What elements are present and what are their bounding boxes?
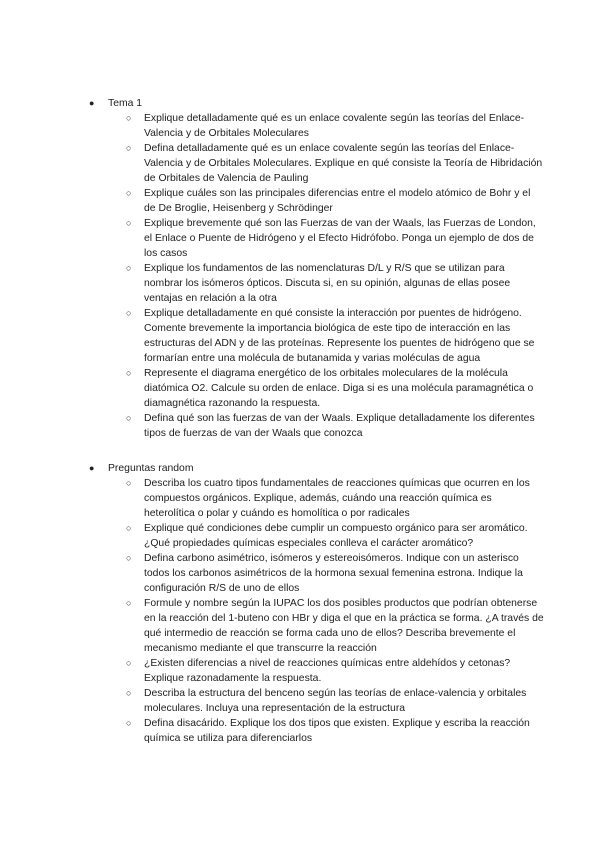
list-item — [126, 261, 544, 306]
hollow-bullet-icon: ○ — [126, 143, 132, 153]
question-text: Defina qué son las fuerzas de van der Waals. Explique detalladamente los diferentes tipos de fuerzas de van der Waals que conozca — [144, 413, 535, 439]
section-list — [0, 96, 600, 441]
list-item — [126, 111, 544, 141]
question-list — [126, 476, 544, 746]
hollow-bullet-icon: ○ — [126, 598, 132, 608]
question-text: Explique brevemente qué son las Fuerzas de van der Waals, las Fuerzas de London, el Enlace o Puente de Hidrógeno y el Efecto Hidrófobo. Ponga un ejemplo de dos de los casos — [144, 218, 536, 259]
hollow-bullet-icon: ○ — [126, 658, 132, 668]
hollow-bullet-icon: ○ — [126, 413, 132, 423]
section-list — [0, 461, 600, 746]
section-preguntas-random — [0, 461, 600, 746]
list-item — [126, 366, 544, 411]
list-item — [126, 716, 544, 746]
question-text: Explique cuáles son las principales diferencias entre el modelo atómico de Bohr y el de De Broglie, Heisenberg y Schrödinger — [144, 188, 531, 214]
hollow-bullet-icon: ○ — [126, 113, 132, 123]
hollow-bullet-icon: ○ — [126, 688, 132, 698]
hollow-bullet-icon: ○ — [126, 523, 132, 533]
list-item — [126, 686, 544, 716]
hollow-bullet-icon: ○ — [126, 188, 132, 198]
list-item — [126, 186, 544, 216]
hollow-bullet-icon: ○ — [126, 478, 132, 488]
list-item — [126, 476, 544, 521]
hollow-bullet-icon: ○ — [126, 218, 132, 228]
question-text: Explique detalladamente qué es un enlace covalente según las teorías del Enlace-Valencia y de Orbitales Moleculares — [144, 113, 525, 139]
hollow-bullet-icon: ○ — [126, 308, 132, 318]
list-item — [126, 551, 544, 596]
question-text: Explique detalladamente en qué consiste la interacción por puentes de hidrógeno. Comente brevemente la importancia biológica de este tipo de interacción en las estructuras del ADN y de las proteínas. Represente los puentes de hidrógeno que se formarían entre una molécula de butanamida y varias moléculas de agua — [144, 308, 535, 364]
hollow-bullet-icon: ○ — [126, 553, 132, 563]
list-item — [126, 306, 544, 366]
list-item — [126, 141, 544, 186]
section-tema-1 — [0, 96, 600, 441]
question-text: Explique qué condiciones debe cumplir un compuesto orgánico para ser aromático. ¿Qué propiedades químicas especiales conlleva el carácter aromático? — [144, 523, 528, 549]
question-text: Defina detalladamente qué es un enlace covalente según las teorías del Enlace-Valencia y de Orbitales Moleculares. Explique en qué consiste la Teoría de Hibridación de Orbitales de Valencia de Pauling — [144, 143, 543, 184]
question-text: Explique los fundamentos de las nomenclaturas D/L y R/S que se utilizan para nombrar los isómeros ópticos. Discuta si, en su opinión, algunas de ellas posee ventajas en relación a la otra — [144, 263, 511, 304]
question-text: Defina disacárido. Explique los dos tipos que existen. Explique y escriba la reacción química se utiliza para diferenciarlos — [144, 718, 530, 744]
hollow-bullet-icon: ○ — [126, 718, 132, 728]
question-text: ¿Existen diferencias a nivel de reacciones químicas entre aldehídos y cetonas? Explique razonadamente la respuesta. — [144, 658, 511, 684]
hollow-bullet-icon: ○ — [126, 263, 132, 273]
list-item — [126, 596, 544, 656]
question-text: Defina carbono asimétrico, isómeros y estereoisómeros. Indique con un asterisco todos los carbonos asimétricos de la hormona sexual femenina estrona. Indique la configuración R/S de uno de ellos — [144, 553, 523, 594]
filled-bullet-icon: ● — [89, 98, 95, 108]
filled-bullet-icon: ● — [89, 463, 95, 473]
list-item — [126, 521, 544, 551]
list-item — [126, 411, 544, 441]
question-list — [126, 111, 544, 441]
hollow-bullet-icon: ○ — [126, 368, 132, 378]
question-text: Formule y nombre según la IUPAC los dos posibles productos que podrían obtenerse en la reacción del 1-buteno con HBr y diga el que en la práctica se forma. ¿A través de qué intermedio de reacción se forma cada uno de ellos? Describa brevemente el mecanismo mediante el que transcurre la reacción — [144, 598, 544, 654]
question-text: Describa la estructura del benceno según las teorías de enlace-valencia y orbitales moleculares. Incluya una representación de la estructura — [144, 688, 527, 714]
section-title: Tema 1 — [108, 98, 143, 109]
question-text: Describa los cuatro tipos fundamentales de reacciones químicas que ocurren en los compuestos orgánicos. Explique, además, cuándo una reacción química es heterolítica o polar y cuándo es homolítica o por radicales — [144, 478, 530, 519]
question-text: Represente el diagrama energético de los orbitales moleculares de la molécula diatómica O2. Calcule su orden de enlace. Diga si es una molécula paramagnética o diamagnética razonando la respuesta. — [144, 368, 534, 409]
list-item — [126, 656, 544, 686]
section-title: Preguntas random — [108, 463, 194, 474]
list-item — [126, 216, 544, 261]
